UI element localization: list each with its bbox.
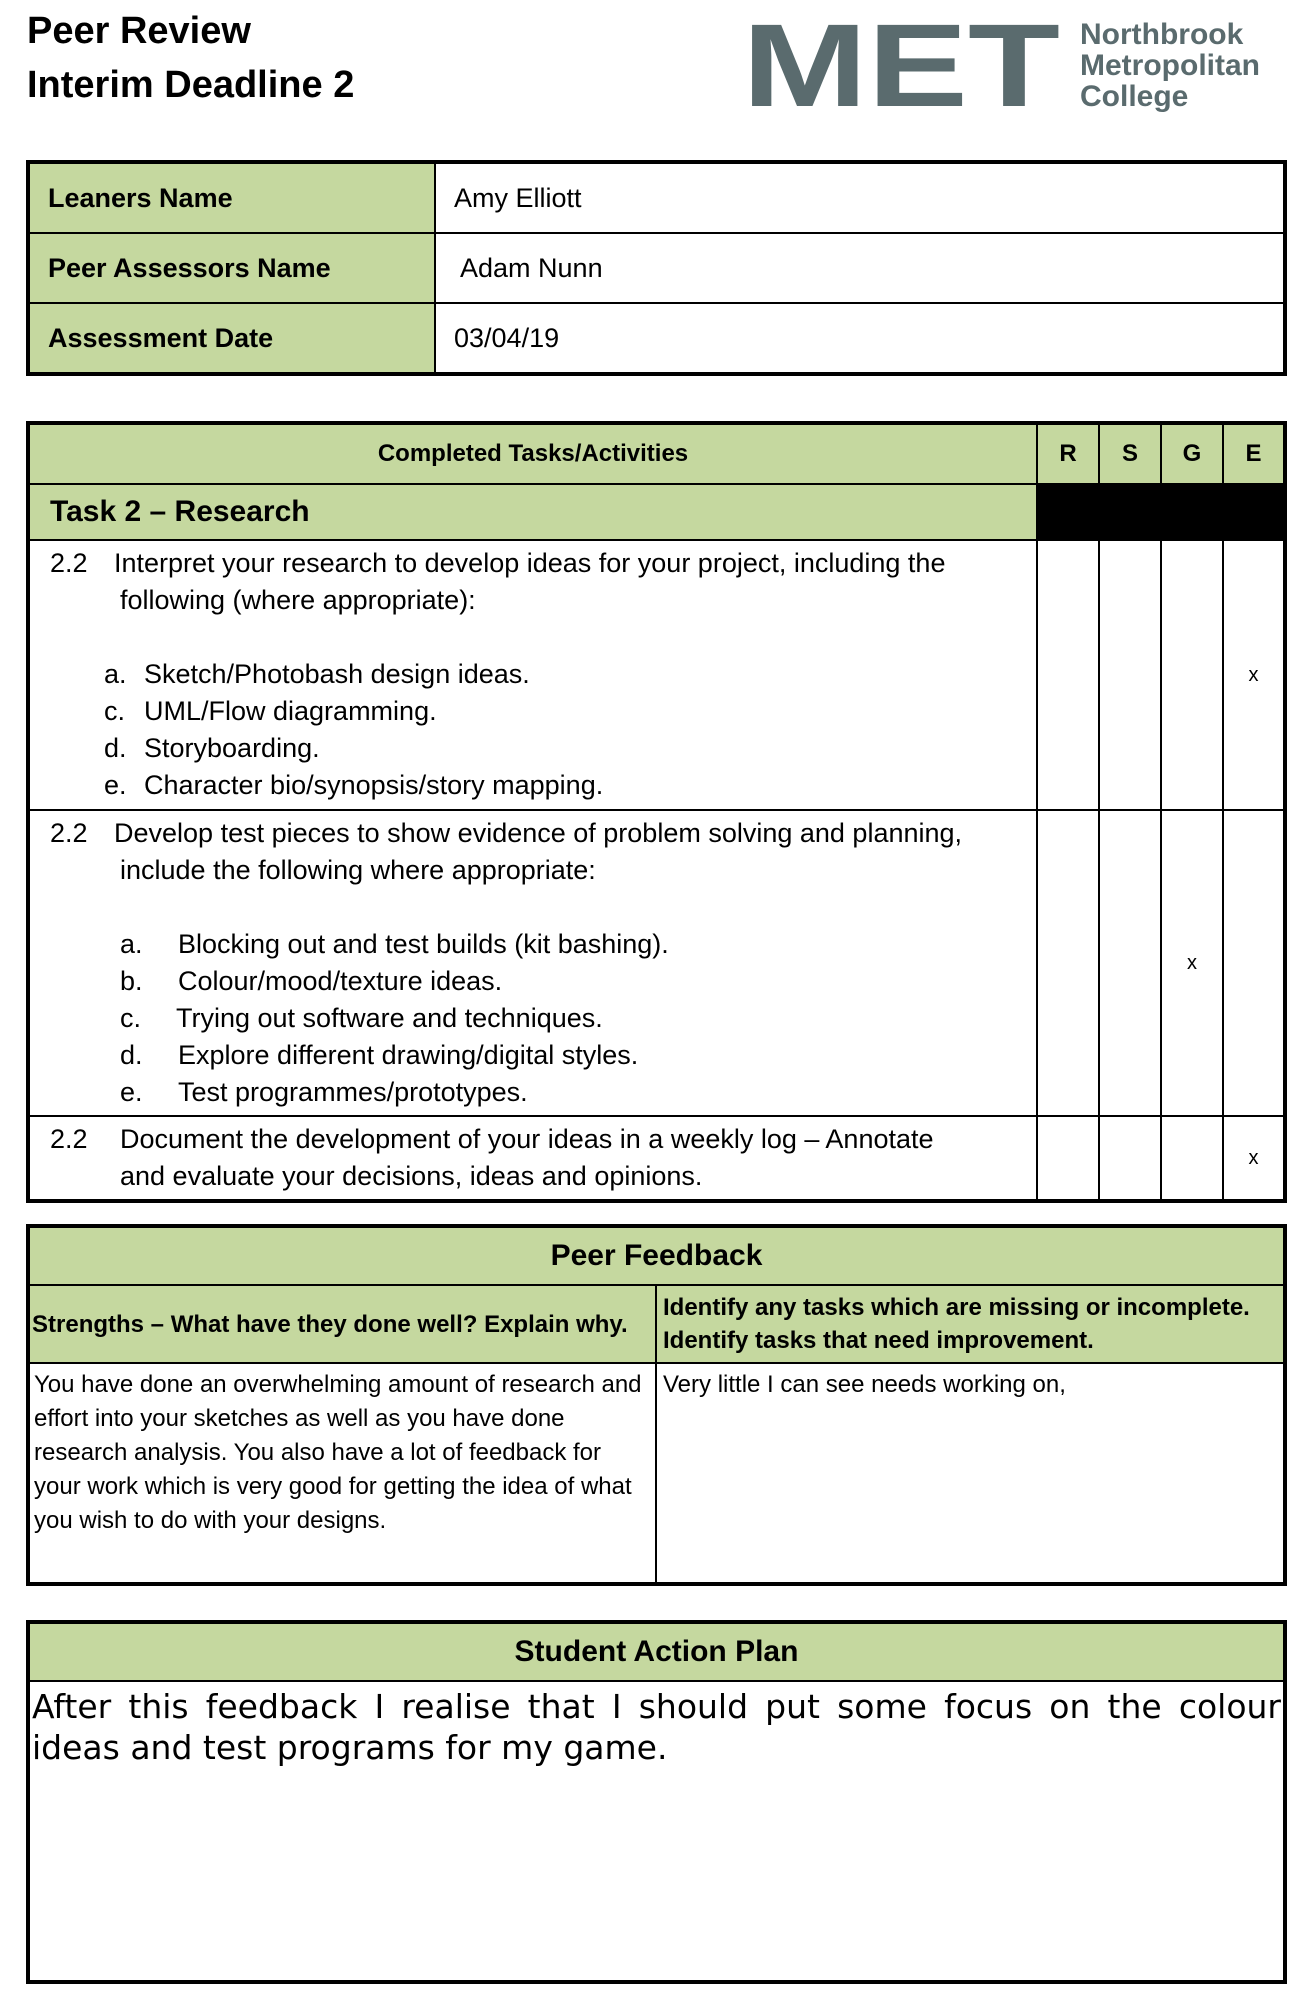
section-title: Task 2 – Research bbox=[28, 484, 1037, 540]
page-title-line2: Interim Deadline 2 bbox=[27, 64, 355, 106]
criterion-text bbox=[28, 810, 1037, 1116]
logo-line2: Metropolitan bbox=[1080, 49, 1260, 82]
grade-header-g: G bbox=[1161, 423, 1223, 484]
grade-mark-g bbox=[1161, 540, 1223, 810]
list-item: e. Character bio/synopsis/story mapping. bbox=[104, 770, 604, 800]
criterion-description: Develop test pieces to show evidence of problem solving and planning, bbox=[114, 818, 963, 848]
logo-line1: Northbrook bbox=[1080, 18, 1244, 51]
strengths-header: Strengths – What have they done well? Explain why. bbox=[28, 1285, 656, 1363]
table-row bbox=[28, 233, 1285, 303]
list-item: d. Storyboarding. bbox=[104, 733, 320, 763]
blackout-cell bbox=[1223, 484, 1285, 540]
list-item: a. Blocking out and test builds (kit bashing). bbox=[120, 929, 669, 959]
student-action-plan-table bbox=[26, 1620, 1287, 1984]
criterion-row bbox=[28, 1116, 1285, 1201]
tasks-header: Completed Tasks/Activities bbox=[28, 423, 1037, 484]
table-row bbox=[28, 303, 1285, 374]
list-item: a. Sketch/Photobash design ideas. bbox=[104, 659, 530, 689]
criterion-text bbox=[28, 1116, 1037, 1201]
action-plan-text: After this feedback I realise that I should put some focus on the colour ideas and test programs for my game. bbox=[28, 1681, 1285, 1982]
criterion-row bbox=[28, 540, 1285, 810]
grade-mark-e bbox=[1223, 810, 1285, 1116]
logo-line3: College bbox=[1080, 80, 1189, 112]
criterion-description-cont: and evaluate your decisions, ideas and opinions. bbox=[120, 1161, 703, 1191]
list-item: c. Trying out software and techniques. bbox=[120, 1003, 603, 1033]
grade-header-e: E bbox=[1223, 423, 1285, 484]
grade-mark-r bbox=[1037, 1116, 1099, 1201]
grade-mark-r bbox=[1037, 540, 1099, 810]
grade-mark-s bbox=[1099, 1116, 1161, 1201]
criterion-text bbox=[28, 540, 1037, 810]
improvements-header-line1: Identify any tasks which are missing or incomplete. bbox=[663, 1294, 1250, 1321]
grade-mark-e: x bbox=[1223, 540, 1285, 810]
met-college-logo bbox=[742, 14, 1262, 112]
peer-assessor-value: Adam Nunn bbox=[435, 233, 1285, 303]
criterion-number: 2.2 bbox=[50, 818, 88, 848]
grade-header-s: S bbox=[1099, 423, 1161, 484]
blackout-cell bbox=[1161, 484, 1223, 540]
action-plan-title: Student Action Plan bbox=[28, 1622, 1285, 1681]
criterion-description-cont: following (where appropriate): bbox=[120, 585, 476, 615]
criterion-number: 2.2 bbox=[50, 1124, 88, 1154]
grade-mark-r bbox=[1037, 810, 1099, 1116]
assessment-date-label: Assessment Date bbox=[28, 303, 435, 374]
criterion-description: Interpret your research to develop ideas for your project, including the bbox=[114, 548, 946, 578]
blackout-cell bbox=[1037, 484, 1099, 540]
list-item: c. UML/Flow diagramming. bbox=[104, 696, 437, 726]
list-item: e. Test programmes/prototypes. bbox=[120, 1077, 528, 1107]
grade-mark-s bbox=[1099, 540, 1161, 810]
list-item: d. Explore different drawing/digital styles. bbox=[120, 1040, 639, 1070]
blackout-cell bbox=[1099, 484, 1161, 540]
assessment-date-value: 03/04/19 bbox=[435, 303, 1285, 374]
improvements-text: Very little I can see needs working on, bbox=[656, 1363, 1285, 1584]
criterion-number: 2.2 bbox=[50, 548, 88, 578]
learner-info-table bbox=[26, 160, 1287, 376]
criterion-row bbox=[28, 810, 1285, 1116]
section-row bbox=[28, 484, 1285, 540]
page-title-line1: Peer Review bbox=[27, 10, 251, 52]
grade-mark-g bbox=[1161, 1116, 1223, 1201]
tasks-header-row bbox=[28, 423, 1285, 484]
improvements-header bbox=[656, 1285, 1285, 1363]
peer-feedback-title: Peer Feedback bbox=[28, 1226, 1285, 1285]
logo-mark: MET bbox=[742, 14, 1060, 112]
criterion-description-cont: include the following where appropriate: bbox=[120, 855, 596, 885]
table-row bbox=[28, 162, 1285, 233]
grade-mark-s bbox=[1099, 810, 1161, 1116]
tasks-table bbox=[26, 421, 1287, 1203]
learner-name-value: Amy Elliott bbox=[435, 162, 1285, 233]
peer-feedback-table bbox=[26, 1224, 1287, 1586]
criterion-description: Document the development of your ideas in a weekly log – Annotate bbox=[120, 1124, 934, 1154]
grade-mark-g: x bbox=[1161, 810, 1223, 1116]
grade-header-r: R bbox=[1037, 423, 1099, 484]
strengths-text: You have done an overwhelming amount of research and effort into your sketches as well as you have done research analysis. You also have a lot of feedback for your work which is very good for getting the idea of what you wish to do with your designs. bbox=[28, 1363, 656, 1584]
improvements-header-line2: Identify tasks that need improvement. bbox=[663, 1327, 1094, 1354]
learner-name-label: Leaners Name bbox=[28, 162, 435, 233]
peer-assessor-label: Peer Assessors Name bbox=[28, 233, 435, 303]
list-item: b. Colour/mood/texture ideas. bbox=[120, 966, 503, 996]
grade-mark-e: x bbox=[1223, 1116, 1285, 1201]
